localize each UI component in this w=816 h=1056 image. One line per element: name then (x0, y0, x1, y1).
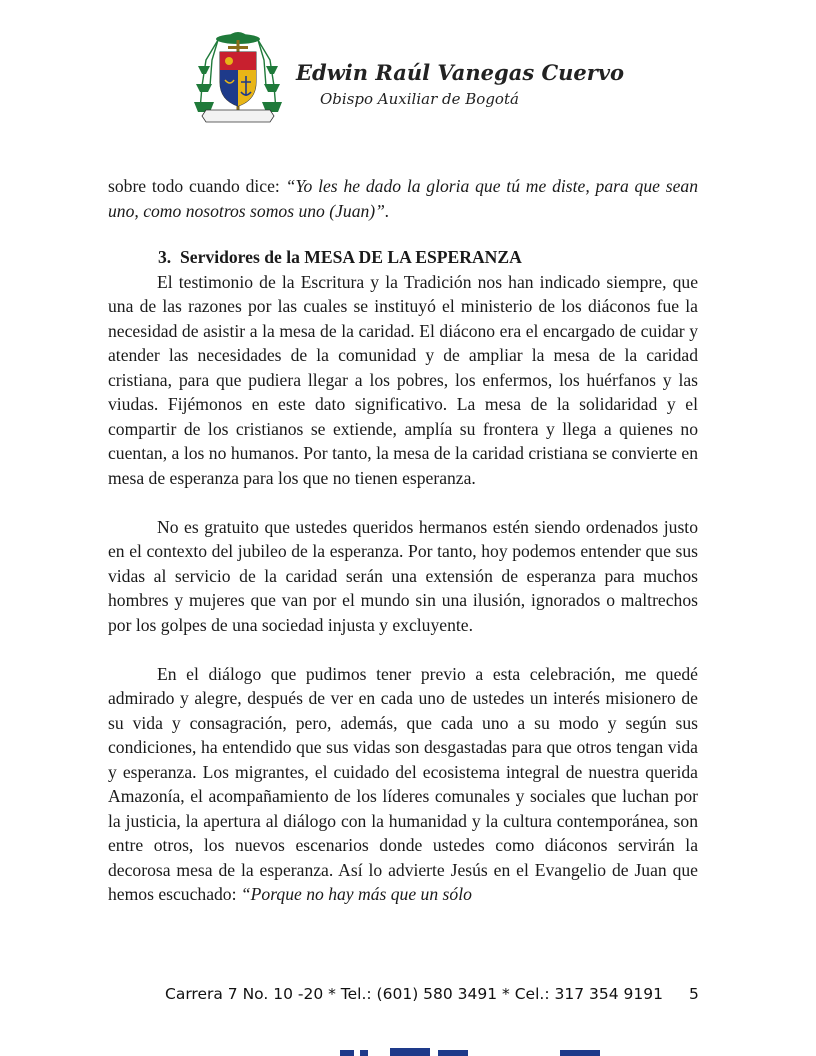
intro-quote: “Yo les he dado la gloria que tú me diste, para que sean uno, como nosotros somos uno (Juan)” (108, 176, 698, 221)
bishop-name: Edwin Raúl Vanegas Cuervo (296, 60, 625, 85)
section-heading (108, 245, 698, 270)
episcopal-coat-of-arms-icon (192, 26, 284, 126)
cropped-footer-decoration (330, 1044, 630, 1056)
intro-paragraph (108, 174, 698, 223)
paragraph-3 (108, 662, 698, 907)
intro-prefix: sobre todo cuando dice: (108, 176, 286, 196)
letterhead (192, 26, 625, 126)
section-title: Servidores de la MESA DE LA ESPERANZA (180, 247, 522, 267)
letter-body (108, 174, 698, 907)
paragraph-2: No es gratuito que ustedes queridos hermanos estén siendo ordenados justo en el contexto del jubileo de la esperanza. Por tanto, hoy podemos entender que sus vidas al servicio de la caridad serán una extensión de esperanza para muchos hombres y mujeres que van por el mundo sin una ilusión, ignorados o maltrechos por los golpes de una sociedad injusta y excluyente. (108, 516, 698, 635)
bishop-title: Obispo Auxiliar de Bogotá (320, 90, 519, 108)
paragraph-3-text: En el diálogo que pudimos tener previo a esta celebración, me quedé admirado y alegre, después de ver en cada uno de ustedes un interés misionero de su vida y consagración, pero, además, que cada uno a su modo y según sus condiciones, ha entendido que sus vidas son desgastadas para que otros tengan vida y esperanza. Los migrantes, el cuidado del ecosistema integral de nuestra querida Amazonía, el acompañamiento de los líderes comunales y sociales que luchan por la justicia, la apertura al diálogo con la humanidad y la cultura contemporánea, son entre otros, los nuevos escenarios donde ustedes como diáconos servirán la decorosa mesa de la esperanza. Así lo advierte Jesús en el Evangelio de Juan que hemos escuchado: (108, 663, 698, 904)
page-number: 5 (689, 985, 699, 1003)
intro-suffix: . (384, 200, 390, 221)
section-number: 3. (158, 247, 172, 267)
footer-contact: Carrera 7 No. 10 -20 * Tel.: (601) 580 3491 * Cel.: 317 354 9191 (165, 985, 663, 1003)
paragraph-3-quote: “Porque no hay más que un sólo (240, 884, 472, 904)
paragraph-1: El testimonio de la Escritura y la Tradición nos han indicado siempre, que una de las razones por las cuales se instituyó el ministerio de los diáconos fue la necesidad de asistir a la mesa de la caridad. El diácono era el encargado de cuidar y atender las necesidades de la comunidad y de ampliar la mesa de la caridad cristiana, para que pudiera llegar a los pobres, los enfermos, los huérfanos y las viudas. Fijémonos en este dato significativo. La mesa de la solidaridad y el compartir de los cristianos se extiende, amplía su frontera y llega a quienes no cuentan, a los no humanos. Por tanto, la mesa de la caridad cristiana se convierte en mesa de esperanza para los que no tienen esperanza. (108, 271, 698, 488)
